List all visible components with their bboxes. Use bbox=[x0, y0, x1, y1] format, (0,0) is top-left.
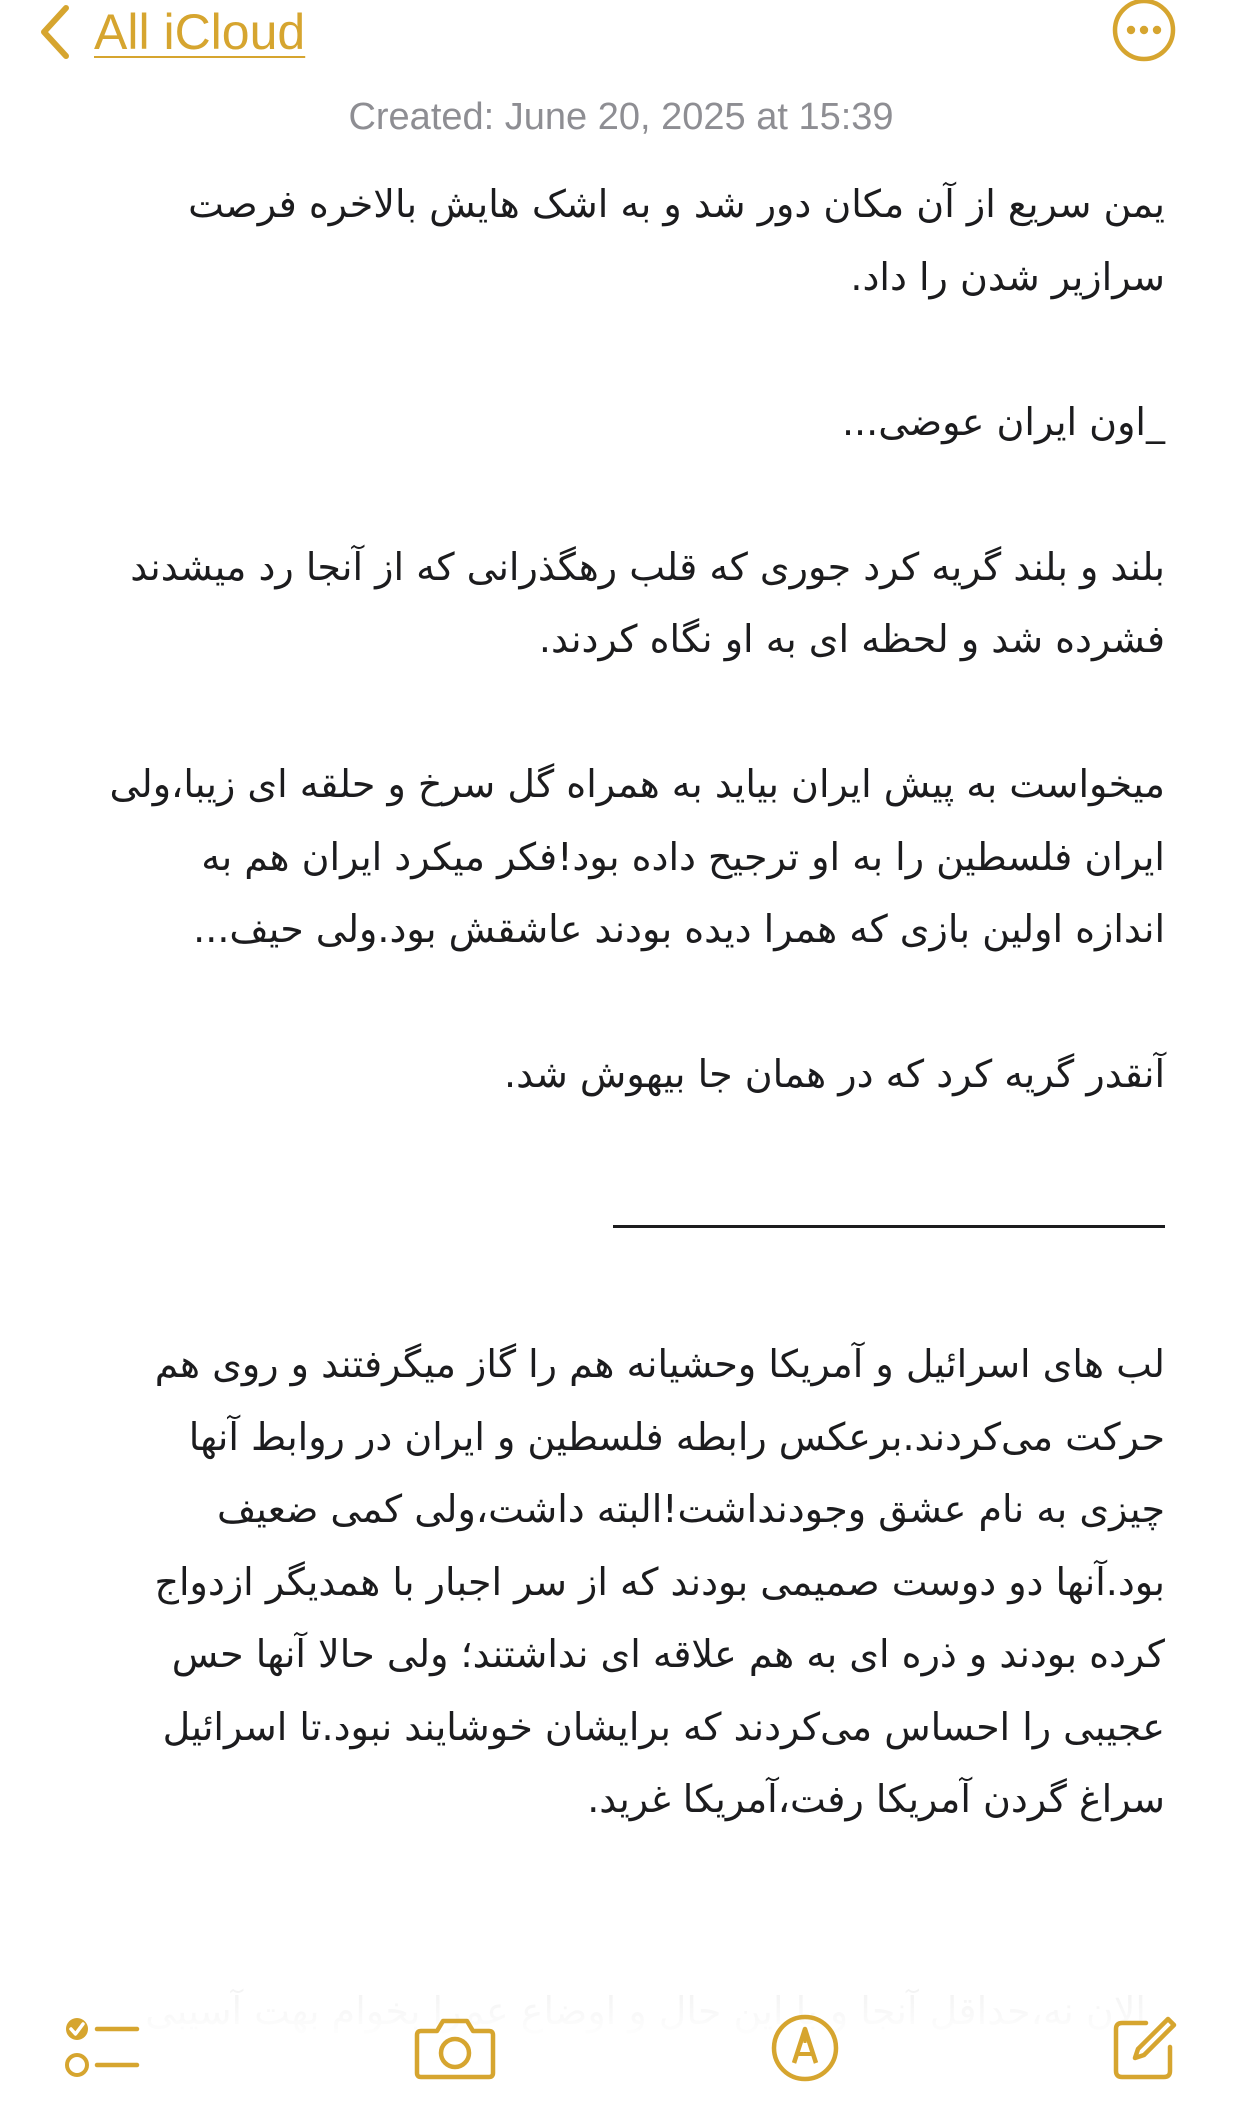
note-paragraph: آنقدر گریه کرد که در همان جا بیهوش شد. bbox=[503, 1052, 1165, 1096]
navigation-bar bbox=[0, 0, 1242, 70]
more-options-button[interactable] bbox=[1110, 0, 1178, 64]
bottom-toolbar bbox=[0, 1985, 1242, 2113]
chevron-left-icon bbox=[36, 2, 72, 62]
section-divider bbox=[105, 1183, 1165, 1256]
back-button[interactable] bbox=[36, 0, 305, 64]
created-timestamp: Created: June 20, 2025 at 15:39 bbox=[348, 96, 894, 138]
markup-pen-icon bbox=[770, 2013, 840, 2087]
ellipsis-circle-icon bbox=[1111, 0, 1177, 67]
note-paragraph: _اون ایران عوضی... bbox=[841, 399, 1165, 444]
markup-button[interactable] bbox=[760, 2005, 850, 2095]
note-body[interactable] bbox=[105, 168, 1165, 1836]
note-paragraph: میخواست به پیش ایران بیاید به همراه گل سرخ و حلقه ای زیبا،ولی ایران فلسطین را به او ترجیح داده بود!فکر میکرد ایران هم به اندازه اولین بازی که همرا دیده بودند عاشقش بود.ولی حیف... bbox=[109, 762, 1165, 951]
checklist-button[interactable] bbox=[58, 2005, 148, 2095]
blank-line bbox=[105, 966, 1165, 1039]
camera-icon bbox=[413, 2015, 497, 2085]
note-paragraph: لب های اسرائیل و آمریکا وحشیانه هم را گاز میگرفتند و روی هم حرکت می‌کردند.برعکس رابطه فلسطین و ایران در روابط آنها چیزی به نام عشق وجودنداشت!البته داشت،ولی کمی ضعیف بود.آنها دو دوست صمیمی بودند که از سر اجبار با همدیگر ازدواج کرده بودند و ذره ای به هم علاقه ای نداشتند؛ ولی حالا آنها حس عجیبی را احساس می‌کردند که برایشان خوشایند نبود.تا اسرائیل سراغ گردن آمریکا رفت،آمریکا غرید. bbox=[154, 1342, 1165, 1821]
compose-button[interactable] bbox=[1100, 2005, 1190, 2095]
note-paragraph: بلند و بلند گریه کرد جوری که قلب رهگذرانی که از آنجا رد میشدند فشرده شد و لحظه ای به او نگاه کردند. bbox=[130, 544, 1165, 661]
blank-line bbox=[105, 458, 1165, 531]
back-button-label: All iCloud bbox=[94, 4, 306, 60]
camera-button[interactable] bbox=[410, 2005, 500, 2095]
blank-line bbox=[105, 313, 1165, 386]
blank-line bbox=[105, 1111, 1165, 1184]
checklist-icon bbox=[63, 2013, 143, 2087]
compose-icon bbox=[1110, 2013, 1180, 2087]
blank-line bbox=[105, 676, 1165, 749]
note-paragraph: یمن سریع از آن مکان دور شد و به اشک هایش بالاخره فرصت سرازیر شدن را داد. bbox=[188, 182, 1165, 299]
blank-line bbox=[105, 1256, 1165, 1329]
